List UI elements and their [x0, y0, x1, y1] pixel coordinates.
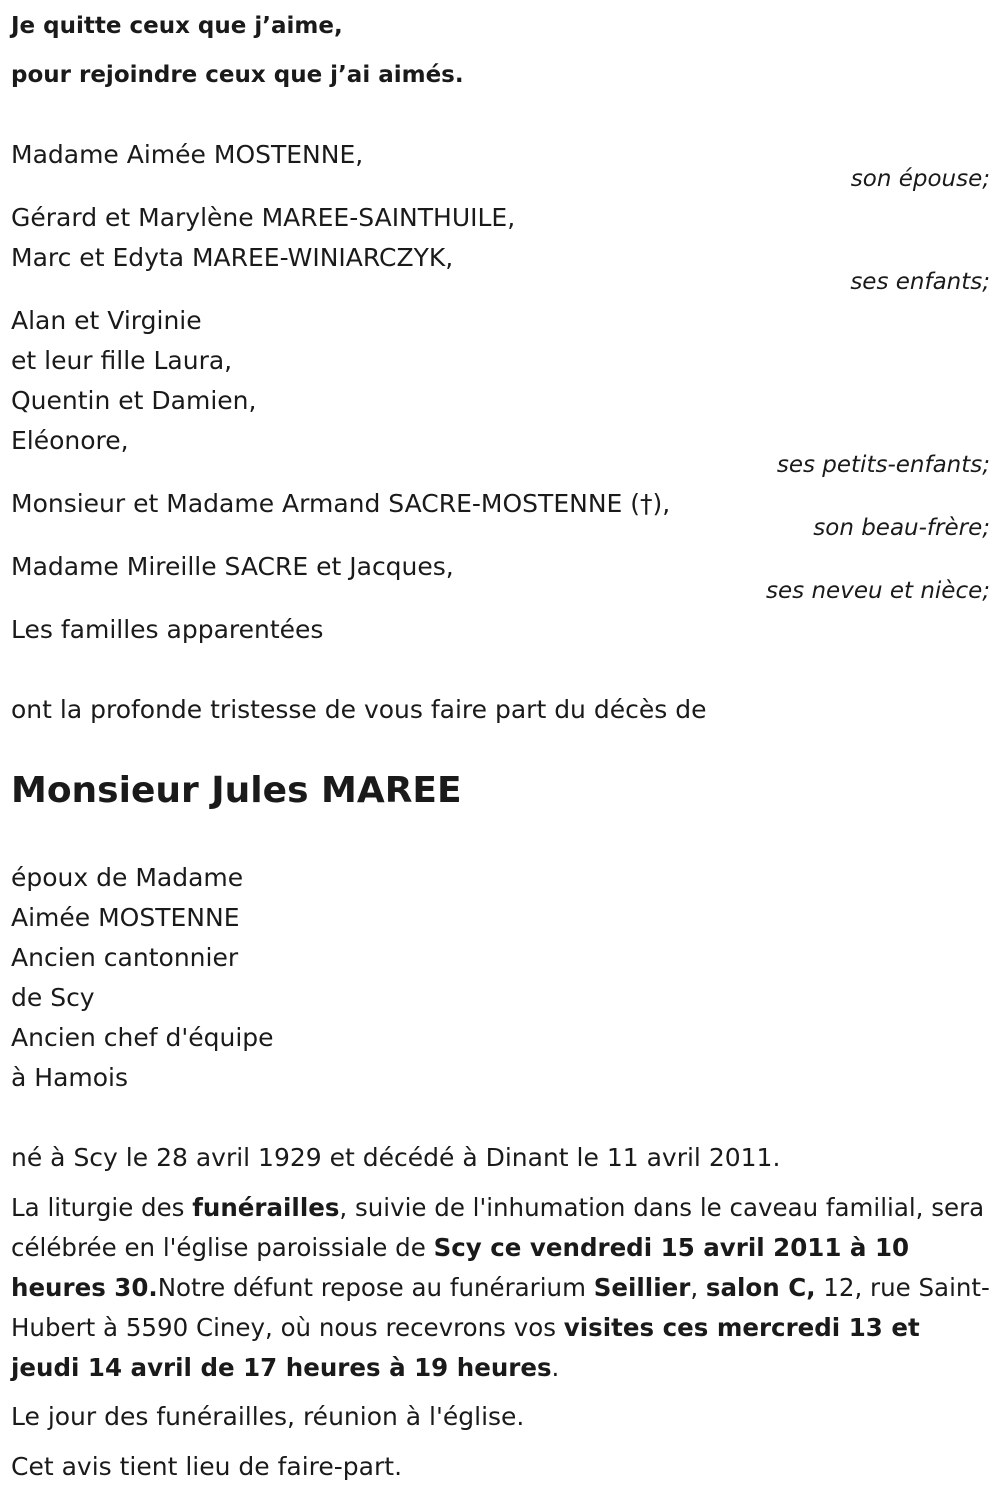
nephew-niece: Madame Mireille SACRE et Jacques, — [11, 552, 454, 581]
quote-line-2: pour rejoindre ceux que j’ai aimés. — [11, 62, 464, 88]
bio-line-1: époux de Madame — [11, 863, 244, 892]
funeral-visits: visites ces mercredi 13 et jeudi 14 avril de 17 heures à 19 heures — [11, 1313, 920, 1382]
brother-in-law-relation: son beau-frère; — [813, 515, 990, 541]
funeral-date-time: Scy ce vendredi 15 avril 2011 à 10 heures 30. — [11, 1233, 910, 1302]
grandchildren-relation: ses petits-enfants; — [776, 452, 990, 478]
funeral-text-3: Notre défunt repose au funérarium — [157, 1273, 594, 1302]
announcement-text: ont la profonde tristesse de vous faire part du décès de — [11, 695, 707, 724]
nephew-niece-relation: ses neveu et nièce; — [766, 578, 990, 604]
funeral-text-4: , — [690, 1273, 706, 1302]
child-2: Marc et Edyta MAREE-WINIARCZYK, — [11, 243, 454, 272]
grandchild-4: Eléonore, — [11, 426, 129, 455]
grandchild-3: Quentin et Damien, — [11, 386, 257, 415]
funeral-salon: salon C, — [705, 1273, 816, 1302]
quote-line-1: Je quitte ceux que j’aime, — [11, 13, 343, 39]
children-relation: ses enfants; — [850, 269, 990, 295]
funeral-text-2: , suivie de l'inhumation dans le caveau familial, sera célébrée en l'église paroissiale de — [11, 1193, 985, 1262]
funeral-bold-1: funérailles — [192, 1193, 340, 1222]
meeting-line: Le jour des funérailles, réunion à l'église. — [11, 1402, 525, 1431]
bio-line-6: à Hamois — [11, 1063, 129, 1092]
relatives-line: Les familles apparentées — [11, 615, 324, 644]
bio-line-3: Ancien cantonnier — [11, 943, 239, 972]
bio-line-4: de Scy — [11, 983, 95, 1012]
closing-line: Cet avis tient lieu de faire-part. — [11, 1452, 403, 1481]
funeral-home-name: Seillier — [593, 1273, 691, 1302]
funeral-text-1: La liturgie des — [11, 1193, 193, 1222]
spouse-relation: son épouse; — [850, 166, 990, 192]
brother-in-law: Monsieur et Madame Armand SACRE-MOSTENNE (†), — [11, 489, 671, 518]
deceased-name: Monsieur Jules MAREE — [11, 770, 462, 811]
spouse-name: Madame Aimée MOSTENNE, — [11, 140, 364, 169]
funeral-paragraph — [11, 1188, 991, 1388]
bio-line-2: Aimée MOSTENNE — [11, 903, 240, 932]
bio-line-5: Ancien chef d'équipe — [11, 1023, 274, 1052]
funeral-text-5: 12, rue Saint-Hubert à 5590 Ciney, où nous recevrons vos — [11, 1273, 990, 1342]
birth-death-line: né à Scy le 28 avril 1929 et décédé à Dinant le 11 avril 2011. — [11, 1143, 781, 1172]
child-1: Gérard et Marylène MAREE-SAINTHUILE, — [11, 203, 516, 232]
grandchild-2: et leur fille Laura, — [11, 346, 233, 375]
grandchild-1: Alan et Virginie — [11, 306, 202, 335]
funeral-text-6: . — [551, 1353, 560, 1382]
